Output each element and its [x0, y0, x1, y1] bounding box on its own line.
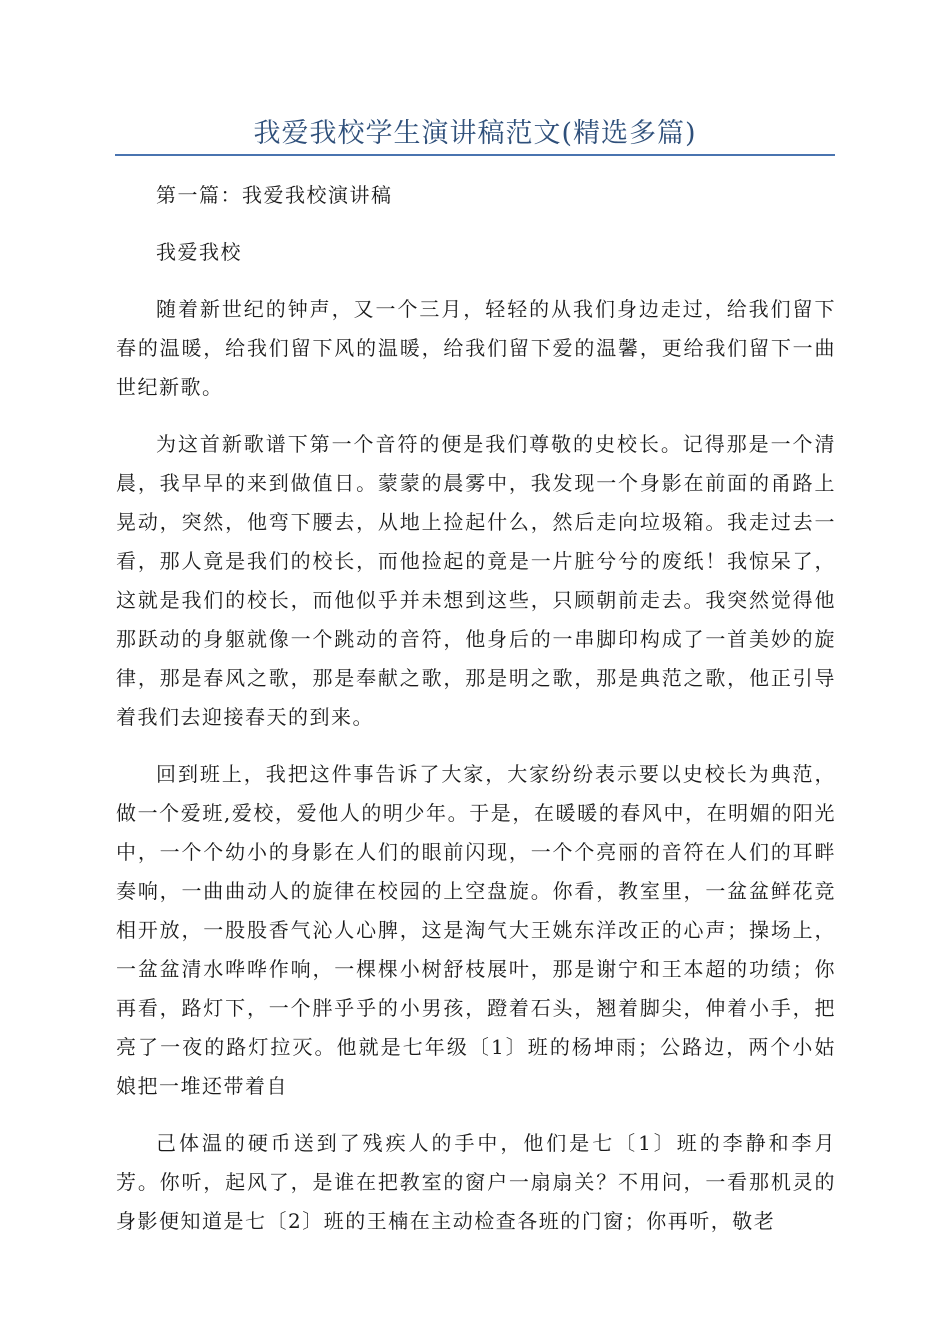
- section-heading: 第一篇：我爱我校演讲稿: [156, 183, 393, 207]
- paragraph: 随着新世纪的钟声，又一个三月，轻轻的从我们身边走过，给我们留下春的温暖，给我们留下风的温暖，给我们留下爱的温馨，更给我们留下一曲世纪新歌。: [116, 297, 836, 399]
- document-body: [116, 176, 836, 1259]
- document-title: 我爱我校学生演讲稿范文(精选多篇): [253, 118, 697, 149]
- paragraph: 回到班上，我把这件事告诉了大家，大家纷纷表示要以史校长为典范，做一个爱班,爱校，爱他人的明少年。于是，在暖暖的春风中，在明媚的阳光中，一个个幼小的身影在人们的眼前闪现，一个个亮丽的音符在人们的耳畔奏响，一曲曲动人的旋律在校园的上空盘旋。你看，教室里，一盆盆鲜花竞相开放，一股股香气沁人心脾，这是淘气大王姚东洋改正的心声；操场上，一盆盆清水哗哗作响，一棵棵小树舒枝展叶，那是谢宁和王本超的功绩；你再看，路灯下，一个胖乎乎的小男孩，蹬着石头，翘着脚尖，伸着小手，把亮了一夜的路灯拉灭。他就是七年级〔1〕班的杨坤雨；公路边，两个小姑娘把一堆还带着自: [116, 762, 836, 1098]
- title-underline: [115, 154, 835, 156]
- subheading: 我爱我校: [156, 240, 242, 264]
- paragraph: 己体温的硬币送到了残疾人的手中，他们是七〔1〕班的李静和李月芳。你听，起风了，是谁在把教室的窗户一扇扇关？不用问，一看那机灵的身影便知道是七〔2〕班的王楠在主动检查各班的门窗；你再听，敬老: [116, 1131, 836, 1233]
- paragraph: 为这首新歌谱下第一个音符的便是我们尊敬的史校长。记得那是一个清晨，我早早的来到做值日。蒙蒙的晨雾中，我发现一个身影在前面的甬路上晃动，突然，他弯下腰去，从地上捡起什么，然后走向垃圾箱。我走过去一看，那人竟是我们的校长，而他捡起的竟是一片脏兮兮的废纸！我惊呆了，这就是我们的校长，而他似乎并未想到这些，只顾朝前走去。我突然觉得他那跃动的身躯就像一个跳动的音符，他身后的一串脚印构成了一首美妙的旋律，那是春风之歌，那是奉献之歌，那是明之歌，那是典范之歌，他正引导着我们去迎接春天的到来。: [116, 432, 836, 729]
